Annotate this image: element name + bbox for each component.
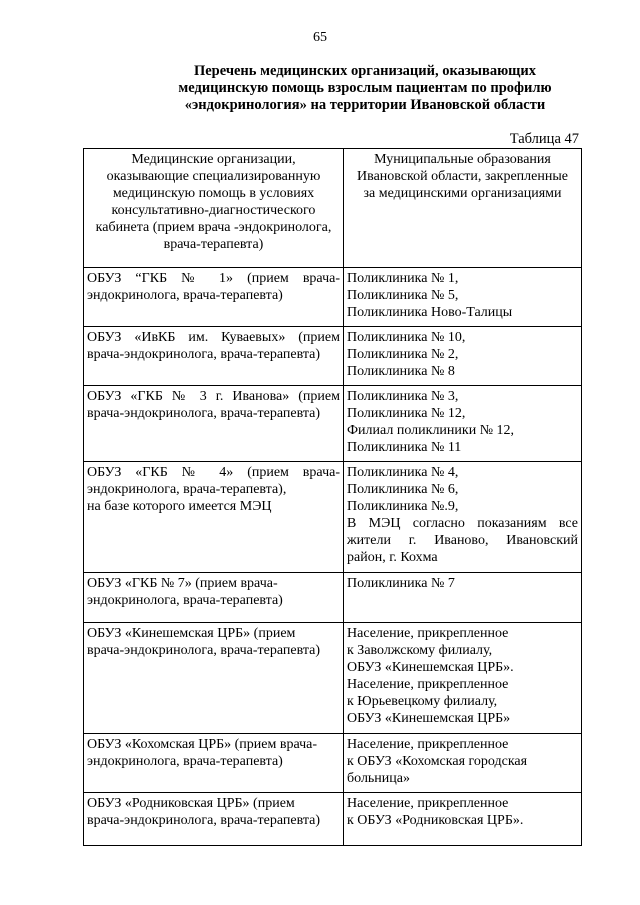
- header-municipalities: [344, 149, 582, 268]
- page-number: 65: [313, 30, 327, 45]
- municipality-line: к Заволжскому филиалу,: [347, 643, 493, 658]
- header-line: Муниципальные образования: [374, 152, 551, 167]
- org-cell: [84, 623, 344, 734]
- municipality-line: Филиал поликлиники № 12,: [347, 423, 515, 438]
- municipality-line: Население, прикрепленное: [347, 626, 509, 641]
- header-line: медицинскую помощь в условиях: [112, 186, 315, 201]
- org-line: ОБУЗ “ГКБ № 1» (прием врача-: [87, 271, 340, 286]
- header-line: кабинета (прием врача -эндокринолога,: [95, 220, 332, 235]
- table-row: [84, 793, 582, 846]
- table-row: [84, 386, 582, 462]
- municipality-line: Поликлиника № 2,: [347, 347, 459, 362]
- municipality-line: Поликлиника № 8: [347, 364, 455, 379]
- municipality-cell: [344, 734, 582, 793]
- header-organizations: [84, 149, 344, 268]
- header-line: врача-терапевта): [163, 237, 264, 252]
- table-header-row: [84, 149, 582, 268]
- municipality-line: к ОБУЗ «Кохомская городская: [347, 754, 528, 769]
- municipality-line: Поликлиника № 11: [347, 440, 462, 455]
- municipality-line: Поликлиника № 12,: [347, 406, 466, 421]
- title-line: Перечень медицинских организаций, оказывающих: [193, 63, 537, 79]
- header-line: за медицинскими организациями: [363, 186, 562, 201]
- municipality-line: Поликлиника № 10,: [347, 330, 466, 345]
- org-line: ОБУЗ «ГКБ № 4» (прием врача-: [87, 465, 340, 480]
- municipality-line: жители г. Иваново, Ивановский: [347, 533, 578, 548]
- table-row: [84, 462, 582, 573]
- org-line: ОБУЗ «Родниковская ЦРБ» (прием: [87, 796, 295, 811]
- municipality-line: к ОБУЗ «Родниковская ЦРБ».: [347, 813, 524, 828]
- org-line: врача-эндокринолога, врача-терапевта): [87, 643, 321, 658]
- municipality-line: Население, прикрепленное: [347, 737, 509, 752]
- table-row: [84, 327, 582, 386]
- document-title: [150, 63, 580, 114]
- title-line: «эндокринология» на территории Ивановской области: [184, 97, 546, 113]
- municipality-line: район, г. Кохма: [347, 550, 438, 565]
- org-line: ОБУЗ «ГКБ № 7» (прием врача-: [87, 576, 278, 591]
- table-caption: Таблица 47: [509, 131, 579, 147]
- org-line: эндокринолога, врача-терапевта),: [87, 482, 287, 497]
- municipality-cell: [344, 386, 582, 462]
- org-line: ОБУЗ «Кинешемская ЦРБ» (прием: [87, 626, 296, 641]
- org-line: эндокринолога, врача-терапевта): [87, 288, 283, 303]
- municipality-line: Поликлиника № 6,: [347, 482, 459, 497]
- org-line: врача-эндокринолога, врача-терапевта): [87, 406, 321, 421]
- title-line: медицинскую помощь взрослым пациентам по профилю: [178, 80, 552, 96]
- org-line: ОБУЗ «ИвКБ им. Куваевых» (прием: [87, 330, 340, 345]
- municipality-line: ОБУЗ «Кинешемская ЦРБ».: [347, 660, 514, 675]
- org-line: ОБУЗ «ГКБ № 3 г. Иванова» (прием: [87, 389, 340, 404]
- municipality-cell: [344, 462, 582, 573]
- table-row: [84, 573, 582, 623]
- municipality-cell: [344, 268, 582, 327]
- municipality-line: Поликлиника № 7: [347, 576, 455, 591]
- header-line: оказывающие специализированную: [106, 169, 321, 184]
- header-line: консультативно-диагностического: [111, 203, 316, 218]
- municipality-line: В МЭЦ согласно показаниям все: [347, 516, 578, 531]
- municipality-cell: [344, 623, 582, 734]
- org-cell: [84, 462, 344, 573]
- org-line: эндокринолога, врача-терапевта): [87, 754, 283, 769]
- org-line: на базе которого имеется МЭЦ: [87, 499, 272, 514]
- org-line: врача-эндокринолога, врача-терапевта): [87, 813, 321, 828]
- municipality-line: Поликлиника № 1,: [347, 271, 459, 286]
- organizations-table: [83, 148, 582, 846]
- municipality-line: Население, прикрепленное: [347, 796, 509, 811]
- municipality-line: Поликлиника № 3,: [347, 389, 459, 404]
- municipality-line: Поликлиника № 5,: [347, 288, 459, 303]
- header-line: Медицинские организации,: [131, 152, 296, 167]
- municipality-line: к Юрьевецкому филиалу,: [347, 694, 498, 709]
- org-cell: [84, 734, 344, 793]
- org-cell: [84, 793, 344, 846]
- municipality-cell: [344, 793, 582, 846]
- municipality-line: Население, прикрепленное: [347, 677, 509, 692]
- municipality-cell: [344, 573, 582, 623]
- municipality-line: ОБУЗ «Кинешемская ЦРБ»: [347, 711, 511, 726]
- municipality-line: больница»: [347, 771, 410, 786]
- municipality-cell: [344, 327, 582, 386]
- org-cell: [84, 386, 344, 462]
- municipality-line: Поликлиника №.9,: [347, 499, 459, 514]
- table-row: [84, 623, 582, 734]
- table-row: [84, 268, 582, 327]
- municipality-line: Поликлиника № 4,: [347, 465, 459, 480]
- org-line: ОБУЗ «Кохомская ЦРБ» (прием врача-: [87, 737, 318, 752]
- municipality-line: Поликлиника Ново-Талицы: [347, 305, 513, 320]
- org-cell: [84, 573, 344, 623]
- org-line: эндокринолога, врача-терапевта): [87, 593, 283, 608]
- table-row: [84, 734, 582, 793]
- org-line: врача-эндокринолога, врача-терапевта): [87, 347, 321, 362]
- org-cell: [84, 268, 344, 327]
- header-line: Ивановской области, закрепленные: [357, 169, 568, 184]
- org-cell: [84, 327, 344, 386]
